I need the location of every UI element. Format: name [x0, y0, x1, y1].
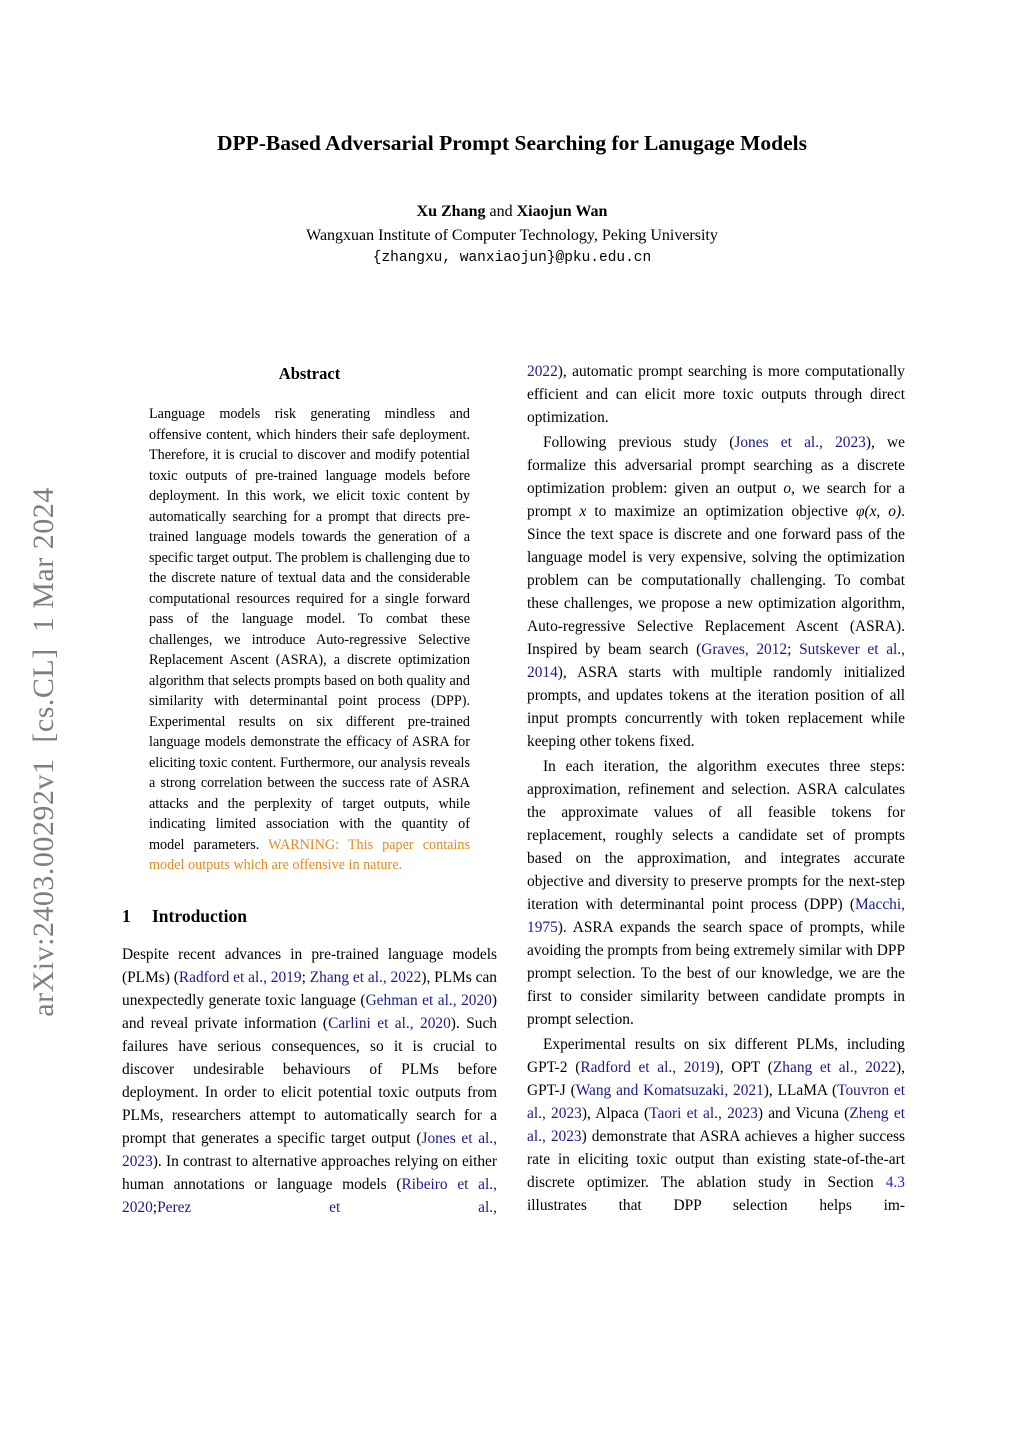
right-column	[527, 360, 905, 1219]
citation-link[interactable]: Macchi, 1975	[527, 896, 905, 936]
citation-link[interactable]: Jones et al., 2023	[734, 434, 866, 451]
paragraph: Despite recent advances in pre-trained language models (PLMs) (Radford et al., 2019; Zhang et al., 2022), PLMs can unexpectedly generate toxic language (Gehman et al., 2020) and reveal private information (Carlini et al., 2020). Such failures have serious consequences, so it is crucial to discover undesirable behaviours of PLMs before deployment. In order to elicit potential toxic outputs from PLMs, researchers attempt to automatically search for a prompt that generates a specific target output (Jones et al., 2023). In contrast to alternative approaches relying on either human annotations or language models (Ribeiro et al., 2020;Perez et al.,	[122, 945, 498, 1216]
arxiv-identifier: arXiv:2403.00292v1 [cs.CL] 1 Mar 2024	[27, 487, 60, 1017]
citation-link[interactable]: Perez et al.,	[157, 1198, 497, 1216]
left-column	[122, 360, 497, 1219]
math-inline: x	[579, 503, 587, 520]
citation-link[interactable]: Zhang et al., 2022	[309, 968, 422, 986]
citation-link[interactable]: Radford et al., 2019	[178, 968, 302, 986]
paragraph: In each iteration, the algorithm executes three steps: approximation, refinement and selection. ASRA calculates the approximate values of all feasible tokens for replacement, roughly selects a candidate set of prompts based on the approximation, and integrates accurate objective and diversity to preserve prompts for the next-step iteration with determinantal point process (DPP) (Macchi, 1975). ASRA expands the search space of prompts, while avoiding the prompts from being extremely similar with DPP prompt selection. To the best of our knowledge, we are the first to consider similarity between candidate prompts in prompt selection.	[527, 758, 905, 1028]
introduction-heading	[122, 906, 497, 927]
abstract-heading: Abstract	[278, 364, 341, 383]
citation-link[interactable]: Graves, 2012	[701, 641, 788, 658]
citation-link[interactable]: Zhang et al., 2022	[772, 1059, 897, 1076]
section-ref-link[interactable]: 4.3	[885, 1174, 905, 1191]
citation-link[interactable]: Taori et al., 2023	[649, 1105, 758, 1122]
paragraph: 2022), automatic prompt searching is more computationally efficient and can elicit more toxic outputs through direct optimization.	[527, 363, 905, 426]
paragraph: Experimental results on six different PLMs, including GPT-2 (Radford et al., 2019), OPT (Zhang et al., 2022), GPT-J (Wang and Komatsuzaki, 2021), LLaMA (Touvron et al., 2023), Alpaca (Taori et al., 2023) and Vicuna (Zheng et al., 2023) demonstrate that ASRA achieves a higher success rate in eliciting toxic output than existing state-of-the-art discrete optimizer. The ablation study in Section 4.3 illustrates that DPP selection helps im-	[527, 1036, 906, 1214]
two-column-body	[122, 360, 914, 1219]
email-line: {zhangxu, wanxiaojun}@pku.edu.cn	[372, 250, 652, 266]
abstract-section	[149, 364, 470, 876]
citation-link[interactable]: Sutskever et al., 2014	[527, 641, 905, 681]
abstract-body: Language models risk generating mindless and offensive content, which hinders their safe deployment. Therefore, it is crucial to discover and modify potential toxic outputs of pre-trained language models before deployment. In this work, we elicit toxic content by automatically searching for a prompt that directs pre-trained language models towards the generation of a specific target output. The problem is challenging due to the discrete nature of textual data and the considerable computational resources required for a single forward pass of the language model. To combat these challenges, we introduce Auto-regressive Selective Replacement Ascent (ASRA), a discrete optimization algorithm that selects prompts based on both quality and similarity with determinantal point process (DPP). Experimental results on six different pre-trained language models demonstrate the efficacy of ASRA for eliciting toxic content. Furthermore, our analysis reveals a strong correlation between the success rate of ASRA attacks and the perplexity of target outputs, while indicating limited association with the quantity of model parameters. WARNING: This paper contains model outputs which are offensive in nature.	[149, 406, 471, 873]
warning-text: WARNING: This paper contains model outputs which are offensive in nature.	[149, 836, 471, 873]
author-line: Xu Zhang and Xiaojun Wan	[416, 203, 608, 220]
math-inline: o	[783, 480, 792, 497]
citation-link[interactable]: Wang and Komatsuzaki, 2021	[575, 1082, 764, 1099]
citation-link[interactable]: Radford et al., 2019	[580, 1059, 715, 1076]
author-name: Xu Zhang	[416, 203, 486, 220]
section-number: 1	[122, 905, 131, 926]
citation-link[interactable]: Zheng et al., 2023	[527, 1105, 905, 1145]
section-title: Introduction	[152, 905, 247, 926]
citation-link[interactable]: Jones et al., 2023	[122, 1129, 498, 1170]
citation-link[interactable]: Touvron et al., 2023	[527, 1082, 906, 1122]
paragraph: Following previous study (Jones et al., 2023), we formalize this adversarial prompt searching as a discrete optimization problem: given an output o, we search for a prompt x to maximize an optimization objective φ(x, o). Since the text space is discrete and one forward pass of the language model is very expensive, solving the optimization problem can be computationally challenging. To combat these challenges, we propose a new optimization algorithm, Auto-regressive Selective Replacement Ascent (ASRA). Inspired by beam search (Graves, 2012; Sutskever et al., 2014), ASRA starts with multiple randomly initialized prompts, and updates tokens at the iteration position of all input prompts concurrently with token replacement while keeping other tokens fixed.	[527, 434, 906, 750]
citation-link[interactable]: Carlini et al., 2020	[328, 1014, 451, 1032]
citation-link[interactable]: 2022	[527, 363, 558, 380]
citation-link[interactable]: Ribeiro et al., 2020	[122, 1175, 497, 1216]
paper-title: DPP-Based Adversarial Prompt Searching for Lanugage Models	[216, 131, 808, 155]
math-inline: φ(x, o)	[855, 503, 902, 520]
citation-link[interactable]: Gehman et al., 2020	[365, 991, 492, 1009]
affiliation-line: Wangxuan Institute of Computer Technology, Peking University	[306, 227, 718, 244]
introduction-paragraphs	[122, 943, 497, 1219]
author-name: Xiaojun Wan	[516, 203, 608, 220]
